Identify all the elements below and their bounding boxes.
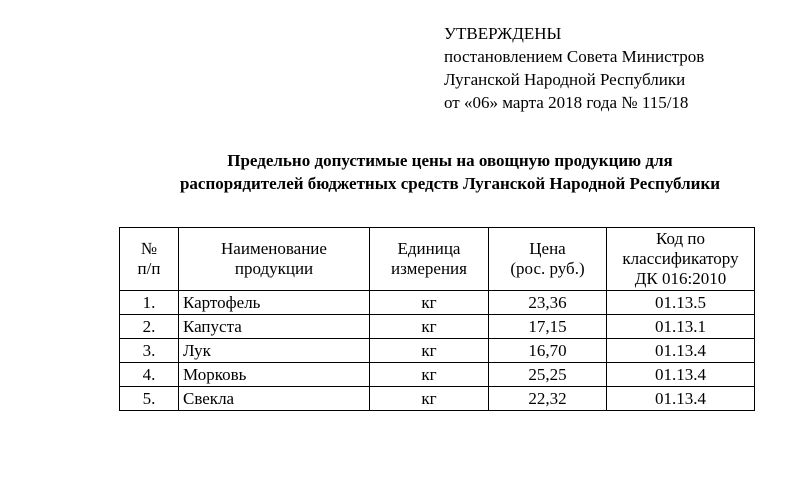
- header-number-line: №: [140, 239, 158, 258]
- row-unit: кг: [370, 363, 489, 387]
- table-row: [120, 291, 755, 315]
- header-classifier-code-line: классификатору: [622, 249, 739, 268]
- row-unit: кг: [370, 387, 489, 411]
- approval-block: [444, 22, 704, 114]
- document-title-line: Предельно допустимые цены на овощную продукцию для: [227, 151, 673, 170]
- header-classifier-code-line: Код по: [656, 229, 705, 248]
- row-number: 3.: [120, 339, 179, 363]
- row-unit: кг: [370, 339, 489, 363]
- row-number: 2.: [120, 315, 179, 339]
- row-product-name-text: Лук: [183, 340, 211, 360]
- approval-date-line: от «06» марта 2018 года № 115/18: [444, 93, 689, 112]
- header-classifier-code: [607, 228, 755, 291]
- row-number: 1.: [120, 291, 179, 315]
- row-price: 25,25: [489, 363, 607, 387]
- header-unit-line: Единица: [397, 239, 461, 258]
- row-product-name-text: Свекла: [183, 388, 235, 408]
- row-number: 4.: [120, 363, 179, 387]
- row-classifier-code: 01.13.5: [607, 291, 755, 315]
- row-unit: кг: [370, 315, 489, 339]
- header-number: [120, 228, 179, 291]
- header-price: [489, 228, 607, 291]
- row-product-name: [179, 387, 370, 411]
- header-unit: [370, 228, 489, 291]
- header-product-name-line: продукции: [234, 259, 314, 278]
- header-price-line: Цена: [529, 239, 566, 258]
- row-price: 22,32: [489, 387, 607, 411]
- header-price-line: (рос. руб.): [510, 259, 585, 278]
- row-product-name: [179, 315, 370, 339]
- document-title: [100, 149, 800, 195]
- document-title-line: распорядителей бюджетных средств Луганской Народной Республики: [179, 174, 721, 193]
- row-product-name-text: Капуста: [183, 316, 242, 336]
- header-classifier-code-line: ДК 016:2010: [634, 269, 727, 288]
- row-classifier-code: 01.13.1: [607, 315, 755, 339]
- header-product-name-line: Наименование: [221, 239, 327, 258]
- row-product-name: [179, 363, 370, 387]
- row-unit: кг: [370, 291, 489, 315]
- row-product-name: [179, 339, 370, 363]
- row-classifier-code: 01.13.4: [607, 387, 755, 411]
- row-product-name-text: Картофель: [183, 292, 261, 312]
- row-number: 5.: [120, 387, 179, 411]
- price-table: [119, 227, 755, 411]
- table-row: [120, 387, 755, 411]
- approval-line: Луганской Народной Республики: [444, 70, 686, 89]
- row-classifier-code: 01.13.4: [607, 363, 755, 387]
- header-unit-line: измерения: [391, 259, 467, 278]
- row-classifier-code: 01.13.4: [607, 339, 755, 363]
- row-price: 17,15: [489, 315, 607, 339]
- table-row: [120, 363, 755, 387]
- row-price: 16,70: [489, 339, 607, 363]
- table-row: [120, 339, 755, 363]
- header-product-name: [179, 228, 370, 291]
- table-header-row: [120, 228, 755, 291]
- row-product-name-text: Морковь: [183, 364, 247, 384]
- approval-line: постановлением Совета Министров: [444, 47, 705, 66]
- row-price: 23,36: [489, 291, 607, 315]
- header-number-line: п/п: [137, 259, 161, 278]
- row-product-name: [179, 291, 370, 315]
- approval-heading: УТВЕРЖДЕНЫ: [444, 24, 562, 43]
- table-row: [120, 315, 755, 339]
